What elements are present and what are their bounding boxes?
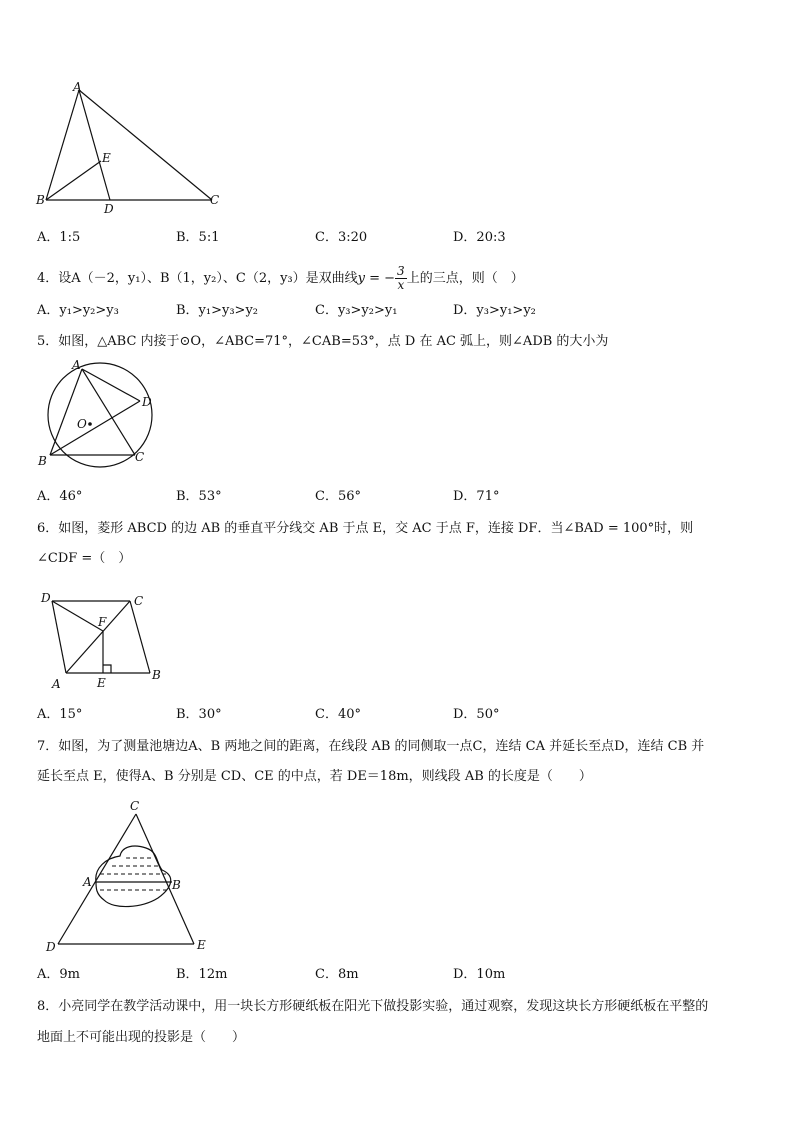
q7-label-c: C bbox=[130, 799, 140, 813]
q5-label-b: B bbox=[38, 454, 47, 468]
q7-option-c[interactable]: C．8m bbox=[315, 967, 359, 982]
q4-question bbox=[37, 265, 524, 292]
q5-circle-figure bbox=[30, 358, 170, 473]
q5-label-o: O bbox=[77, 417, 87, 431]
q6-option-d[interactable]: D．50° bbox=[453, 707, 500, 722]
q6-question-line1: 6．如图，菱形 ABCD 的边 AB 的垂直平分线交 AB 于点 E，交 AC 于点 F，连接 DF．当∠BAD = 100°时，则 bbox=[37, 521, 694, 536]
q7-pond-figure bbox=[30, 796, 220, 956]
q4-option-d[interactable]: D．y₃>y₁>y₂ bbox=[453, 303, 536, 318]
q7-option-d[interactable]: D．10m bbox=[453, 967, 506, 982]
q4-equation: y = − bbox=[357, 271, 396, 286]
q8-question-line2: 地面上不可能出现的投影是（ ） bbox=[37, 1030, 246, 1045]
q5-question: 5．如图，△ABC 内接于⊙O，∠ABC=71°，∠CAB=53°，点 D 在 AC 弧上，则∠ADB 的大小为 bbox=[37, 334, 609, 349]
q4-text-post: 上的三点，则（ ） bbox=[406, 271, 524, 286]
q7-option-b[interactable]: B．12m bbox=[176, 967, 228, 982]
q7-question-line2: 延长至点 E，使得A、B 分别是 CD、CE 的中点，若 DE＝18m，则线段 AB 的长度是（ ） bbox=[37, 769, 592, 784]
q3-label-d: D bbox=[104, 202, 114, 216]
q6-label-f: F bbox=[98, 615, 107, 629]
q4-option-b[interactable]: B．y₁>y₃>y₂ bbox=[176, 303, 259, 318]
q5-option-a[interactable]: A．46° bbox=[37, 489, 83, 504]
q6-label-d: D bbox=[41, 591, 51, 605]
q6-label-a: A bbox=[52, 677, 61, 691]
q4-text-pre: 4．设A（－2，y₁）、B（1，y₂）、C（2，y₃）是双曲线 bbox=[37, 271, 358, 286]
q7-label-e: E bbox=[197, 938, 206, 952]
q6-label-e: E bbox=[97, 676, 106, 690]
q5-label-c: C bbox=[135, 450, 145, 464]
q5-option-b[interactable]: B．53° bbox=[176, 489, 222, 504]
q7-question-line1: 7．如图，为了测量池塘边A、B 两地之间的距离，在线段 AB 的同侧取一点C，连结 CA 并延长至点D，连结 CB 并 bbox=[37, 739, 705, 754]
q4-option-a[interactable]: A．y₁>y₂>y₃ bbox=[37, 303, 119, 318]
q3-option-a[interactable]: A．1:5 bbox=[37, 230, 81, 245]
q7-label-b: B bbox=[172, 878, 181, 892]
q6-question-line2: ∠CDF =（ ） bbox=[37, 551, 132, 566]
q6-option-c[interactable]: C．40° bbox=[315, 707, 361, 722]
q3-label-a: A bbox=[73, 80, 82, 94]
q6-option-b[interactable]: B．30° bbox=[176, 707, 222, 722]
q6-label-b: B bbox=[152, 668, 161, 682]
q8-question-line1: 8．小亮同学在教学活动课中，用一块长方形硬纸板在阳光下做投影实验，通过观察，发现这块长方形硬纸板在平整的 bbox=[37, 999, 709, 1014]
q5-label-a: A bbox=[72, 358, 81, 372]
q3-label-e: E bbox=[102, 151, 111, 165]
q3-label-c: C bbox=[210, 193, 220, 207]
q5-label-d: D bbox=[142, 395, 152, 409]
q3-option-d[interactable]: D．20:3 bbox=[453, 230, 506, 245]
q5-option-c[interactable]: C．56° bbox=[315, 489, 361, 504]
q5-option-d[interactable]: D．71° bbox=[453, 489, 500, 504]
q7-option-a[interactable]: A．9m bbox=[37, 967, 80, 982]
q3-triangle-figure bbox=[30, 78, 230, 218]
q3-label-b: B bbox=[36, 193, 45, 207]
q3-option-c[interactable]: C．3:20 bbox=[315, 230, 368, 245]
q4-fraction: $\frac{3}{x}$ bbox=[397, 264, 405, 292]
q7-label-a: A bbox=[83, 875, 92, 889]
q6-label-c: C bbox=[134, 594, 144, 608]
q4-option-c[interactable]: C．y₃>y₂>y₁ bbox=[315, 303, 398, 318]
q7-label-d: D bbox=[46, 940, 56, 954]
q6-option-a[interactable]: A．15° bbox=[37, 707, 83, 722]
q3-option-b[interactable]: B．5:1 bbox=[176, 230, 220, 245]
q6-rhombus-figure bbox=[30, 585, 180, 695]
